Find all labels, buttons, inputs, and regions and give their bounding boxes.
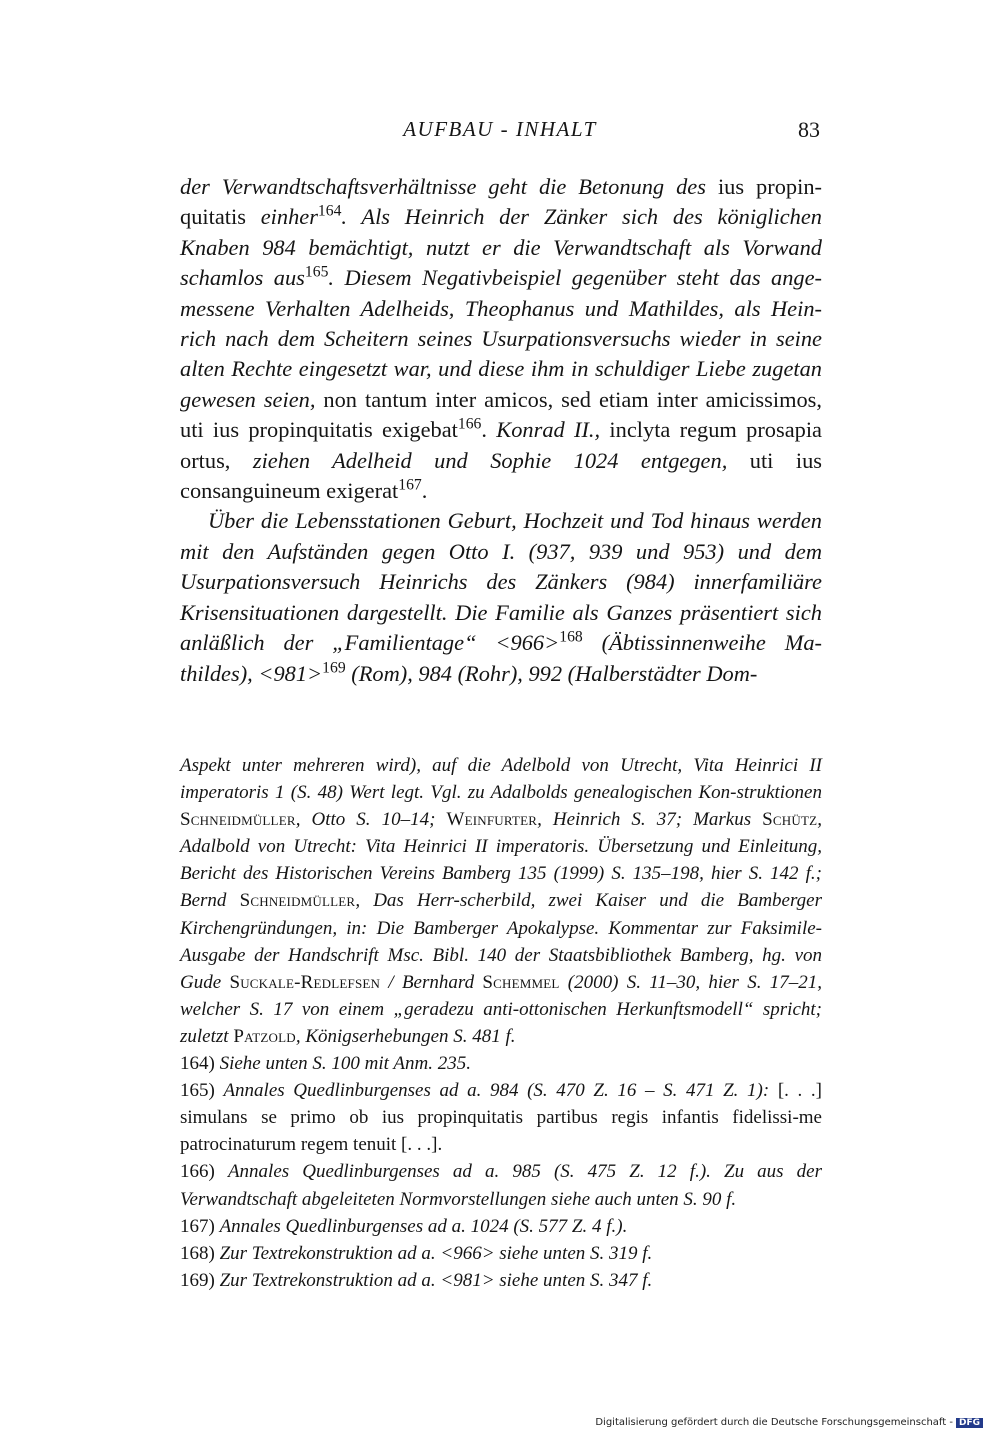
- footnote-166: [180, 1158, 822, 1212]
- text-span: (2000) S. 11–30, hier S. 17–21, welcher S. 17 von einem „geradezu anti-ottonischen Herkunftsmodell“ spricht; zuletzt: [180, 971, 822, 1047]
- author-name: Schneidmüller: [180, 809, 296, 831]
- footnote-text: Zur Textrekonstruktion ad a. <981> siehe unten S. 347 f.: [219, 1269, 653, 1291]
- footnote-ref-166: 166: [457, 415, 482, 433]
- paragraph-2: [180, 506, 822, 688]
- footnote-169: [180, 1267, 822, 1294]
- text-span: ius propin-quitatis: [180, 174, 822, 230]
- text-span: . Diesem Negativbeispiel gegenüber steht das ange-messene Verhalten Adelheids, Theophanus und Mathildes, als Hein-rich nach dem Scheitern seines Usurpationsversuchs wieder in seine alten Rechte eingesetzt war, und diese ihm in schuldiger Liebe zugetan gewesen seien,: [180, 265, 823, 412]
- text-span: (Rom), 984 (Rohr), 992 (Halberstädter Dom-: [345, 660, 758, 686]
- text-span: (Äbtissinnenweihe Ma-thildes), <981>: [180, 630, 822, 686]
- latin-quote: [. . .] simulans se primo ob ius propinquitatis partibus regis infantis fidelissi-me patrocinaturum regem tenuit [. . .].: [180, 1080, 822, 1156]
- text-span: einher: [260, 204, 318, 230]
- footnotes: [180, 752, 822, 1294]
- page-number: 83: [798, 117, 820, 142]
- footnote-number: 168): [180, 1242, 220, 1264]
- footnote-number: 165): [180, 1080, 224, 1102]
- text-span: non tantum inter amicos, sed etiam inter amicissimos, uti ius propinquitatis exigebat: [180, 386, 822, 443]
- text-span: , Heinrich S. 37; Markus: [537, 809, 763, 831]
- footnote-164: [180, 1050, 822, 1077]
- main-text: [180, 172, 822, 689]
- footnote-ref-167: 167: [398, 476, 422, 494]
- text-span: der Verwandtschaftsverhältnisse geht die Betonung des: [180, 174, 718, 199]
- text-span: . Als Heinrich der Zänker sich des königlichen Knaben 984 bemächtigt, nutzt er die Verwandtschaft als Vorwand schamlos aus: [180, 204, 822, 291]
- footnote-number: 164): [180, 1053, 220, 1075]
- author-name: Suckale-Redlefsen: [229, 971, 381, 993]
- footnote-165: [180, 1077, 822, 1158]
- running-head-title: AUFBAU - INHALT: [403, 117, 597, 141]
- dfg-logo-icon: DFG: [956, 1418, 983, 1428]
- digitization-notice-text: Digitalisierung gefördert durch die Deutsche Forschungsgemeinschaft -: [595, 1417, 953, 1428]
- footnote-continuation: [180, 752, 822, 1050]
- text-span: inclyta regum prosapia ortus,: [180, 417, 822, 473]
- footnote-ref-168: 168: [559, 628, 583, 646]
- text-span: Über die Lebensstationen Geburt, Hochzeit und Tod hinaus werden mit den Aufständen gegen Otto I. (937, 939 und 953) und dem Usurpationsversuch Heinrichs des Zänkers (984) innerfamiliäre Krisensituationen dargestellt. Die Familie als Ganzes präsentiert sich anläßlich der „Familientage“ <966>: [180, 508, 822, 656]
- running-head: [180, 117, 820, 147]
- footnote-text: Annales Quedlinburgenses ad a. 984 (S. 470 Z. 16 – S. 471 Z. 1):: [223, 1080, 770, 1102]
- text-span: .: [481, 417, 497, 443]
- footnote-number: 167): [180, 1215, 220, 1237]
- footnote-number: 169): [180, 1269, 220, 1291]
- footnote-ref-164: 164: [317, 202, 342, 220]
- footnote-text: Siehe unten S. 100 mit Anm. 235.: [219, 1053, 471, 1075]
- author-name: Patzold: [233, 1025, 296, 1047]
- author-name: Schemmel: [482, 971, 560, 993]
- footnote-168: [180, 1240, 822, 1267]
- footnote-167: [180, 1213, 822, 1240]
- text-span: , Das Herr-scherbild, zwei Kaiser und die Bamberger Kirchengründungen, in: Die Bamberger Apokalypse. Kommentar zur Faksimile-Ausgabe der Handschrift Msc. Bibl. 140 der Staatsbibliothek Bamberg, hg. von Gude: [180, 890, 823, 993]
- text-span: , Adalbold von Utrecht: Vita Heinrici II imperatoris. Übersetzung und Einleitung, Bericht des Historischen Vereins Bamberg 135 (1999) S. 135–198, hier S. 142 f.; Bernd: [180, 809, 822, 912]
- footnote-text: Zur Textrekonstruktion ad a. <966> siehe unten S. 319 f.: [219, 1242, 653, 1264]
- author-name: Schütz: [762, 809, 818, 831]
- author-name: Schneidmüller: [239, 890, 356, 912]
- footnote-number: 166): [180, 1161, 228, 1183]
- footnote-text: Annales Quedlinburgenses ad a. 985 (S. 475 Z. 12 f.). Zu aus der Verwandtschaft abgeleiteten Normvorstellungen siehe auch unten S. 90 f.: [180, 1161, 822, 1210]
- text-span: Aspekt unter mehreren wird), auf die Adelbold von Utrecht, Vita Heinrici II imperatoris 1 (S. 48) Wert legt. Vgl. zu Adalbolds genealogischen Kon-struktionen: [180, 755, 822, 804]
- paragraph-1: [180, 172, 822, 506]
- footnote-text: Annales Quedlinburgenses ad a. 1024 (S. 577 Z. 4 f.).: [219, 1215, 628, 1237]
- text-span: uti ius consanguineum exigerat: [180, 447, 822, 504]
- text-span: / Bernhard: [380, 971, 483, 993]
- digitization-notice: [595, 1417, 983, 1428]
- author-name: Weinfurter: [446, 809, 538, 831]
- text-span: Konrad II.,: [496, 417, 601, 443]
- footnote-ref-165: 165: [304, 263, 329, 281]
- text-span: , Otto S. 10–14;: [295, 809, 447, 831]
- footnote-ref-169: 169: [322, 658, 346, 676]
- text-span: , Königserhebungen S. 481 f.: [295, 1025, 516, 1047]
- text-span: .: [421, 478, 428, 504]
- text-span: ziehen Adelheid und Sophie 1024 entgegen,: [252, 447, 728, 473]
